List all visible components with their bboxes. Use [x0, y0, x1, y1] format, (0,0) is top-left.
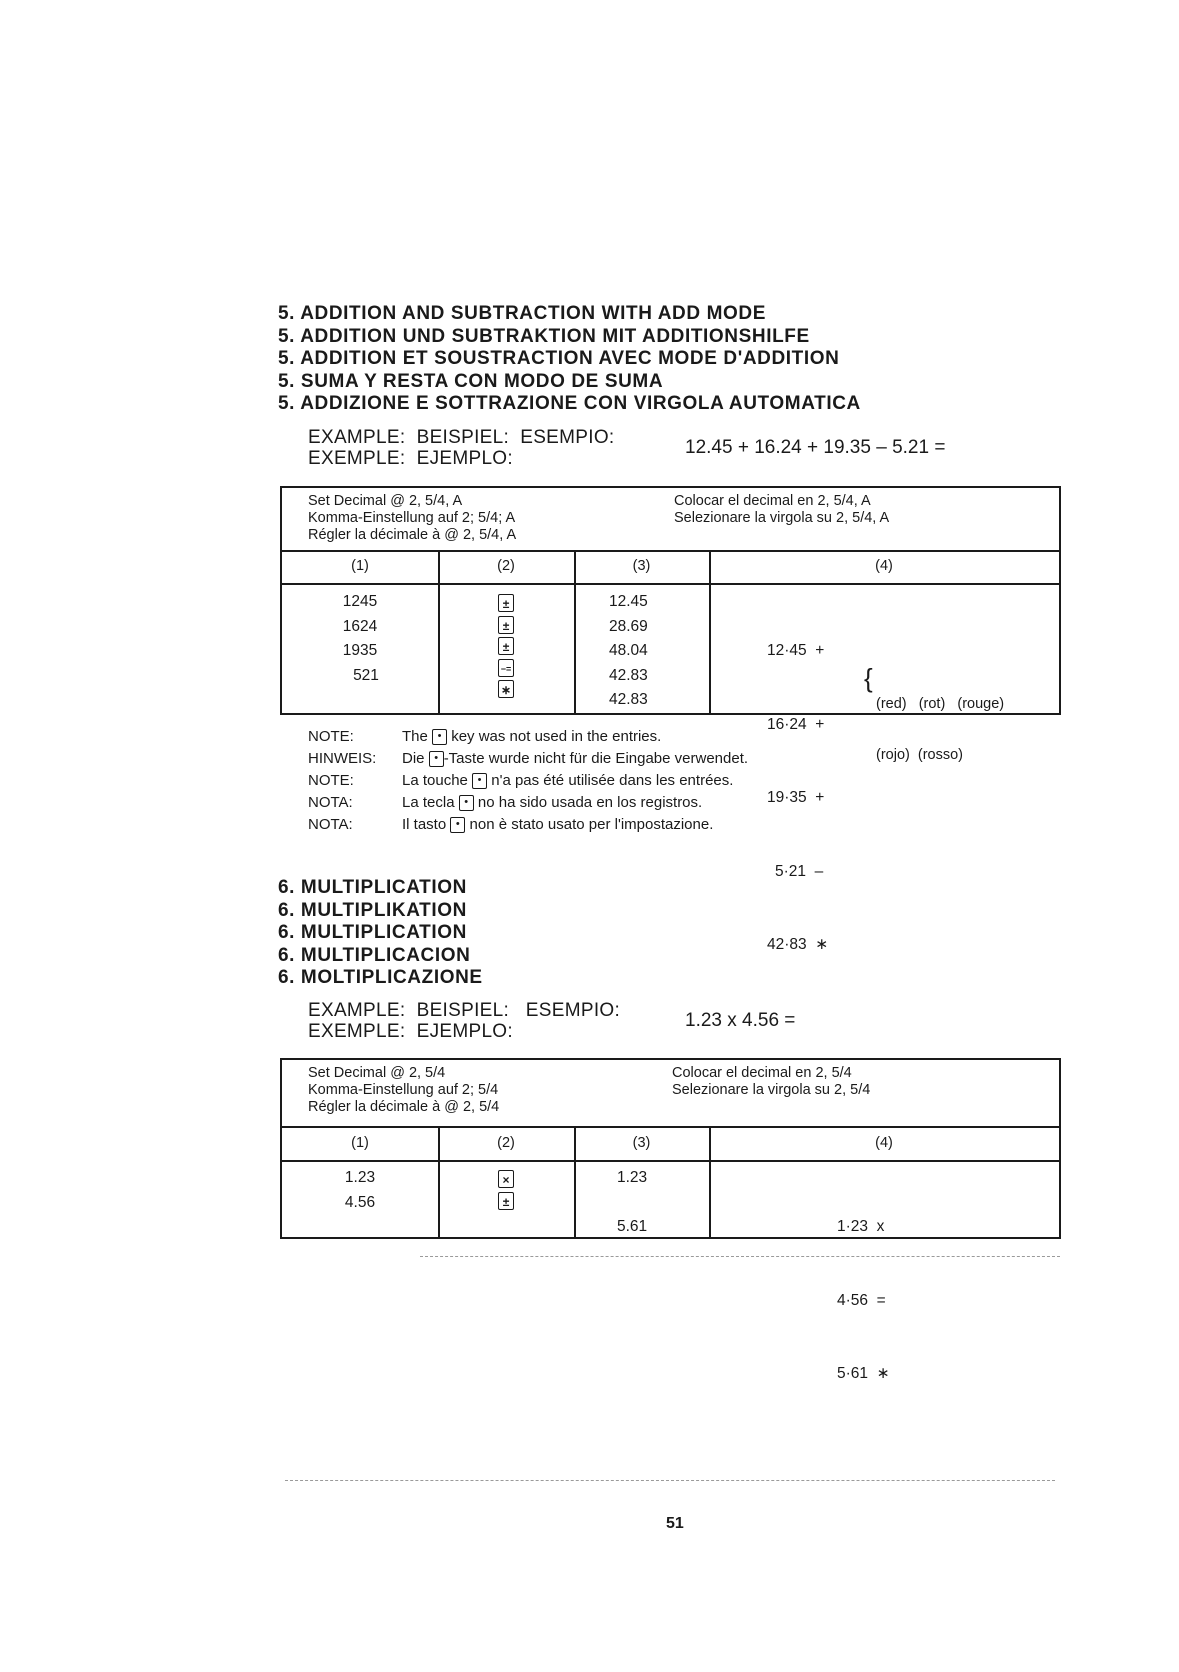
setup-text: Selezionare la virgola su 2, 5/4, A [674, 510, 890, 526]
column-4 [767, 590, 828, 1007]
decimal-key-icon: • [450, 817, 465, 833]
setup-text: Set Decimal @ 2, 5/4, A [308, 493, 463, 509]
printout-line: 1·23 x [837, 1218, 885, 1235]
example-line2: EXEMPLE: EJEMPLO: [308, 1021, 513, 1042]
example-table [280, 1058, 1061, 1382]
minus-equals-key-icon: −= [498, 659, 514, 677]
example-label [308, 427, 614, 469]
note-text: La touche [402, 772, 468, 789]
note-text: Il tasto [402, 816, 447, 833]
entry-value: 1624 [342, 617, 378, 635]
note-label: NOTE: [308, 728, 354, 745]
decimal-key-icon: • [432, 729, 447, 745]
result-value: 42.83 [609, 666, 648, 684]
entry-value: 1.23 [344, 1169, 376, 1186]
setup-text: Komma-Einstellung auf 2; 5/4 [308, 1082, 499, 1098]
result-value: 12.45 [609, 593, 648, 610]
note-text: La tecla [402, 794, 455, 811]
column-3 [617, 1166, 647, 1240]
entry-value: 1245 [342, 593, 378, 610]
note-text: non è stato usato per l'impostazione. [469, 816, 714, 833]
setup-right [672, 1065, 870, 1099]
note-text: Die [402, 750, 425, 767]
setup-text: Komma-Einstellung auf 2; 5/4; A [308, 510, 516, 526]
heading-fr: 6. MULTIPLICATION [278, 922, 467, 943]
bleed-through-line [285, 1480, 1055, 1481]
example-line1: EXAMPLE: BEISPIEL: ESEMPIO: [308, 427, 615, 448]
example-label [308, 1000, 620, 1042]
decimal-key-icon: • [429, 751, 444, 767]
column-header: (1) [351, 1135, 369, 1151]
printout-line: 19·35 + [767, 789, 825, 806]
column-header: (3) [632, 1135, 651, 1151]
formula: 1.23 x 4.56 = [685, 1010, 796, 1031]
color-note [876, 662, 1004, 798]
column-header: (4) [875, 1135, 893, 1151]
setup-text: Régler la décimale à @ 2, 5/4 [308, 1099, 500, 1115]
note-text: no ha sido usada en los registros. [477, 794, 703, 811]
total-key-icon: ∗ [498, 680, 514, 698]
result-value: 5.61 [617, 1218, 648, 1235]
printout-line: 16·24 + [767, 715, 825, 733]
result-value: 1.23 [617, 1169, 648, 1186]
example-line1: EXAMPLE: BEISPIEL: ESEMPIO: [308, 1000, 621, 1021]
brace-icon: { [864, 663, 873, 693]
printout-line: 42·83 ∗ [767, 936, 829, 953]
column-4 [837, 1166, 890, 1436]
column-2 [438, 1167, 574, 1213]
plus-equals-key-icon: ± [498, 1192, 514, 1210]
multiply-key-icon: × [498, 1170, 514, 1188]
setup-text: Régler la décimale à @ 2, 5/4, A [308, 527, 517, 543]
heading-fr: 5. ADDITION ET SOUSTRACTION AVEC MODE D'ADDITION [278, 348, 840, 369]
page-number: 51 [666, 1515, 684, 1532]
heading-it: 5. ADDIZIONE E SOTTRAZIONE CON VIRGOLA AUTOMATICA [278, 393, 861, 414]
setup-left [308, 493, 516, 544]
note-label: NOTA: [308, 794, 353, 811]
setup-right [674, 493, 889, 527]
heading-en: 5. ADDITION AND SUBTRACTION WITH ADD MODE [278, 303, 766, 324]
column-3 [609, 590, 648, 713]
setup-text: Set Decimal @ 2, 5/4 [308, 1065, 446, 1081]
bleed-through-line [420, 1256, 1060, 1257]
column-1 [282, 1166, 438, 1215]
plus-equals-key-icon: ± [498, 616, 514, 634]
color-note-bottom: (rojo) (rosso) [876, 747, 964, 763]
note-text: n'a pas été utilisée dans les entrées. [491, 772, 734, 789]
column-2 [438, 591, 574, 702]
plus-equals-key-icon: ± [498, 637, 514, 655]
entry-value: 521 [353, 666, 379, 684]
column-1 [282, 590, 438, 688]
column-header: (2) [497, 558, 515, 574]
setup-text: Selezionare la virgola su 2, 5/4 [672, 1082, 871, 1098]
setup-text: Colocar el decimal en 2, 5/4, A [674, 493, 871, 509]
heading-es: 5. SUMA Y RESTA CON MODO DE SUMA [278, 370, 664, 392]
heading-de: 5. ADDITION UND SUBTRAKTION MIT ADDITIONSHILFE [278, 325, 810, 347]
heading-it: 6. MOLTIPLICAZIONE [278, 967, 483, 988]
setup-text: Colocar el decimal en 2, 5/4 [672, 1065, 852, 1081]
note-text: The [402, 728, 428, 745]
example-line2: EXEMPLE: EJEMPLO: [308, 448, 513, 469]
column-header: (1) [351, 558, 369, 574]
printout-line: 5·21 – [775, 862, 824, 880]
note-label: NOTE: [308, 772, 354, 789]
formula: 12.45 + 16.24 + 19.35 – 5.21 = [685, 437, 946, 458]
note-text: key was not used in the entries. [451, 728, 662, 745]
heading-es: 6. MULTIPLICACION [278, 944, 471, 966]
entry-value: 4.56 [344, 1193, 376, 1211]
decimal-key-icon: • [459, 795, 474, 811]
section6-headings [278, 877, 483, 990]
note-label: HINWEIS: [308, 750, 377, 767]
column-header: (2) [497, 1135, 515, 1151]
printout-line: 5·61 ∗ [837, 1365, 890, 1382]
plus-equals-key-icon: ± [498, 594, 514, 612]
printout-line: 12·45 + [767, 642, 825, 659]
result-value: 42.83 [609, 691, 648, 708]
color-note-top: (red) (rot) (rouge) [876, 696, 1005, 712]
setup-left [308, 1065, 499, 1116]
result-value: 48.04 [609, 642, 648, 659]
section5-headings [278, 303, 861, 416]
column-header: (4) [875, 558, 893, 574]
column-header: (3) [632, 558, 651, 574]
printout-line: 4·56 = [837, 1291, 886, 1309]
heading-en: 6. MULTIPLICATION [278, 877, 467, 898]
result-value: 28.69 [609, 617, 648, 635]
heading-de: 6. MULTIPLIKATION [278, 899, 467, 921]
entry-value: 1935 [342, 642, 378, 659]
decimal-key-icon: • [472, 773, 487, 789]
note-label: NOTA: [308, 816, 353, 833]
note-text: -Taste wurde nicht für die Eingabe verwendet. [443, 750, 749, 767]
